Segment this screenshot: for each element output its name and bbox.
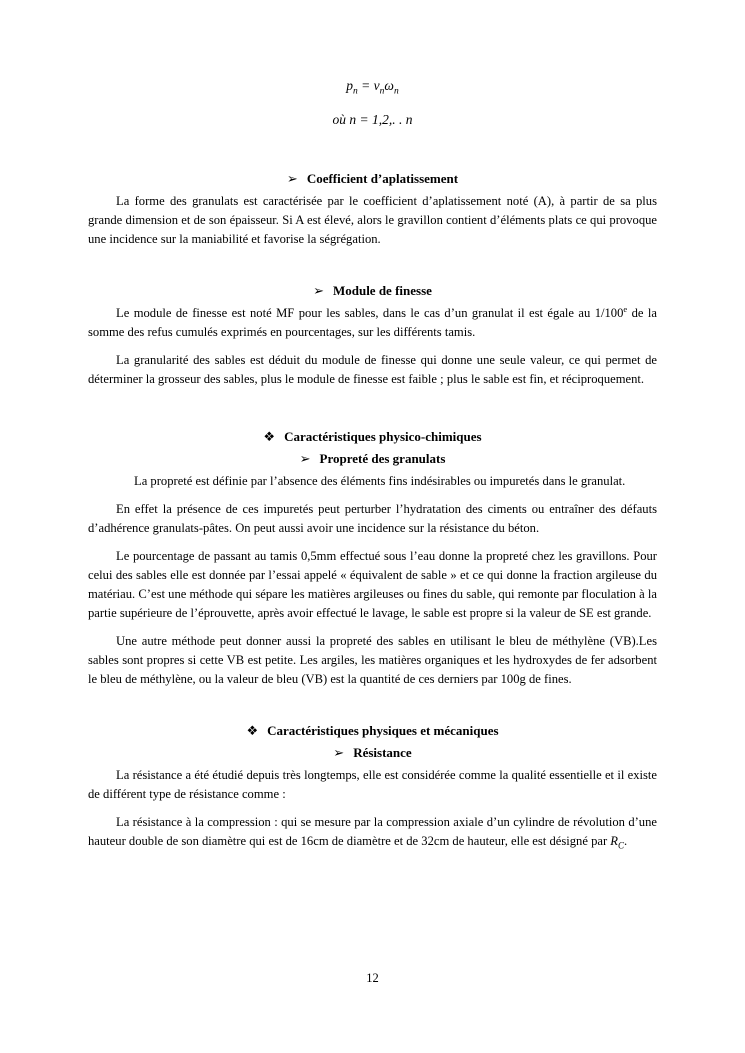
paragraph-resistance-1: La résistance a été étudié depuis très longtemps, elle est considérée comme la qualité essentielle et il existe de différent type de résistance comme :	[88, 767, 657, 801]
arrow-bullet-icon: ➢	[286, 170, 298, 186]
heading-physico-chimiques	[88, 428, 657, 445]
heading-resistance	[88, 744, 657, 761]
math-formula	[88, 72, 657, 133]
page-number: 12	[366, 971, 379, 985]
heading-physiques-mecaniques	[88, 722, 657, 739]
paragraph-resistance-2: La résistance à la compression : qui se mesure par la compression axiale d’un cylindre de révolution d’une hauteur double de son diamètre qui est de 16cm de diamètre et de 32cm de hauteur, elle est désigné par $R_C$.	[88, 814, 657, 851]
paragraph-proprete-4: Une autre méthode peut donner aussi la propreté des sables en utilisant le bleu de méthylène (VB).Les sables sont propres si cette VB est petite. Les argiles, les matières organiques et les hydroxydes de fer adsorbent le bleu de méthylène, ou la valeur de bleu (VB) est la quantité de ces derniers par 100g de fines.	[88, 633, 657, 686]
paragraph-proprete-1: La propreté est définie par l’absence des éléments fins indésirables ou impuretés dans le granulat.	[134, 473, 626, 488]
paragraph-proprete-2: En effet la présence de ces impuretés peut perturber l’hydratation des ciments ou entraîner des défauts d’adhérence granulats-pâtes. On peut aussi avoir une incidence sur la résistance du béton.	[88, 501, 657, 535]
diamond-bullet-icon: ❖	[246, 722, 259, 738]
heading-label: Caractéristiques physiques et mécaniques	[267, 722, 499, 738]
heading-label: Résistance	[353, 744, 412, 760]
formula-line-1: $p_n = v_n\omega_n$	[346, 78, 399, 97]
diamond-bullet-icon: ❖	[263, 428, 276, 444]
paragraph-finesse-1: Le module de finesse est noté MF pour les sables, dans le cas d’un granulat il est égale au 1/100e de la somme des refus cumulés exprimés en pourcentages, sur les différents tamis.	[88, 303, 657, 339]
heading-module-finesse	[88, 282, 657, 299]
heading-proprete-granulats	[88, 450, 657, 467]
arrow-bullet-icon: ➢	[313, 282, 324, 298]
heading-coefficient-aplatissement	[88, 170, 657, 187]
math-symbol-rc: R	[610, 833, 618, 848]
heading-label: Module de finesse	[332, 282, 432, 298]
heading-label: Coefficient d’aplatissement	[306, 170, 459, 186]
paragraph-aplatissement-1: La forme des granulats est caractérisée par le coefficient d’aplatissement noté (A), à partir de sa plus grande dimension et de son épaisseur. Si A est élevé, alors le gravillon contient d’éléments plats ce qui provoque une incidence sur la maniabilité et favorise la ségrégation.	[88, 193, 657, 246]
heading-label: Caractéristiques physico-chimiques	[284, 428, 482, 444]
heading-label: Propreté des granulats	[319, 450, 446, 466]
arrow-bullet-icon: ➢	[333, 744, 345, 760]
arrow-bullet-icon: ➢	[299, 450, 311, 466]
subscript-c: C	[618, 840, 625, 851]
paragraph-proprete-3: Le pourcentage de passant au tamis 0,5mm effectué sous l’eau donne la propreté chez les gravillons. Pour celui des sables elle est donnée par l’essai appelé « équivalent de sable » et ce qui donne la fraction argileuse du matériau. C’est une méthode qui sépare les matières argileuses ou fines du sable, qui remonte par floculation à la partie supérieure de l’éprouvette, après avoir effectué le lavage, le sable est propre si la valeur de SE est grande.	[88, 548, 657, 620]
superscript-e: e	[623, 303, 628, 314]
paragraph-finesse-2: La granularité des sables est déduit du module de finesse qui donne une seule valeur, ce qui permet de déterminer la grosseur des sables, plus le module de finesse est faible ; plus le sable est fin, et réciproquement.	[88, 352, 657, 386]
formula-line-2: où n = 1,2,. . n	[332, 111, 413, 127]
